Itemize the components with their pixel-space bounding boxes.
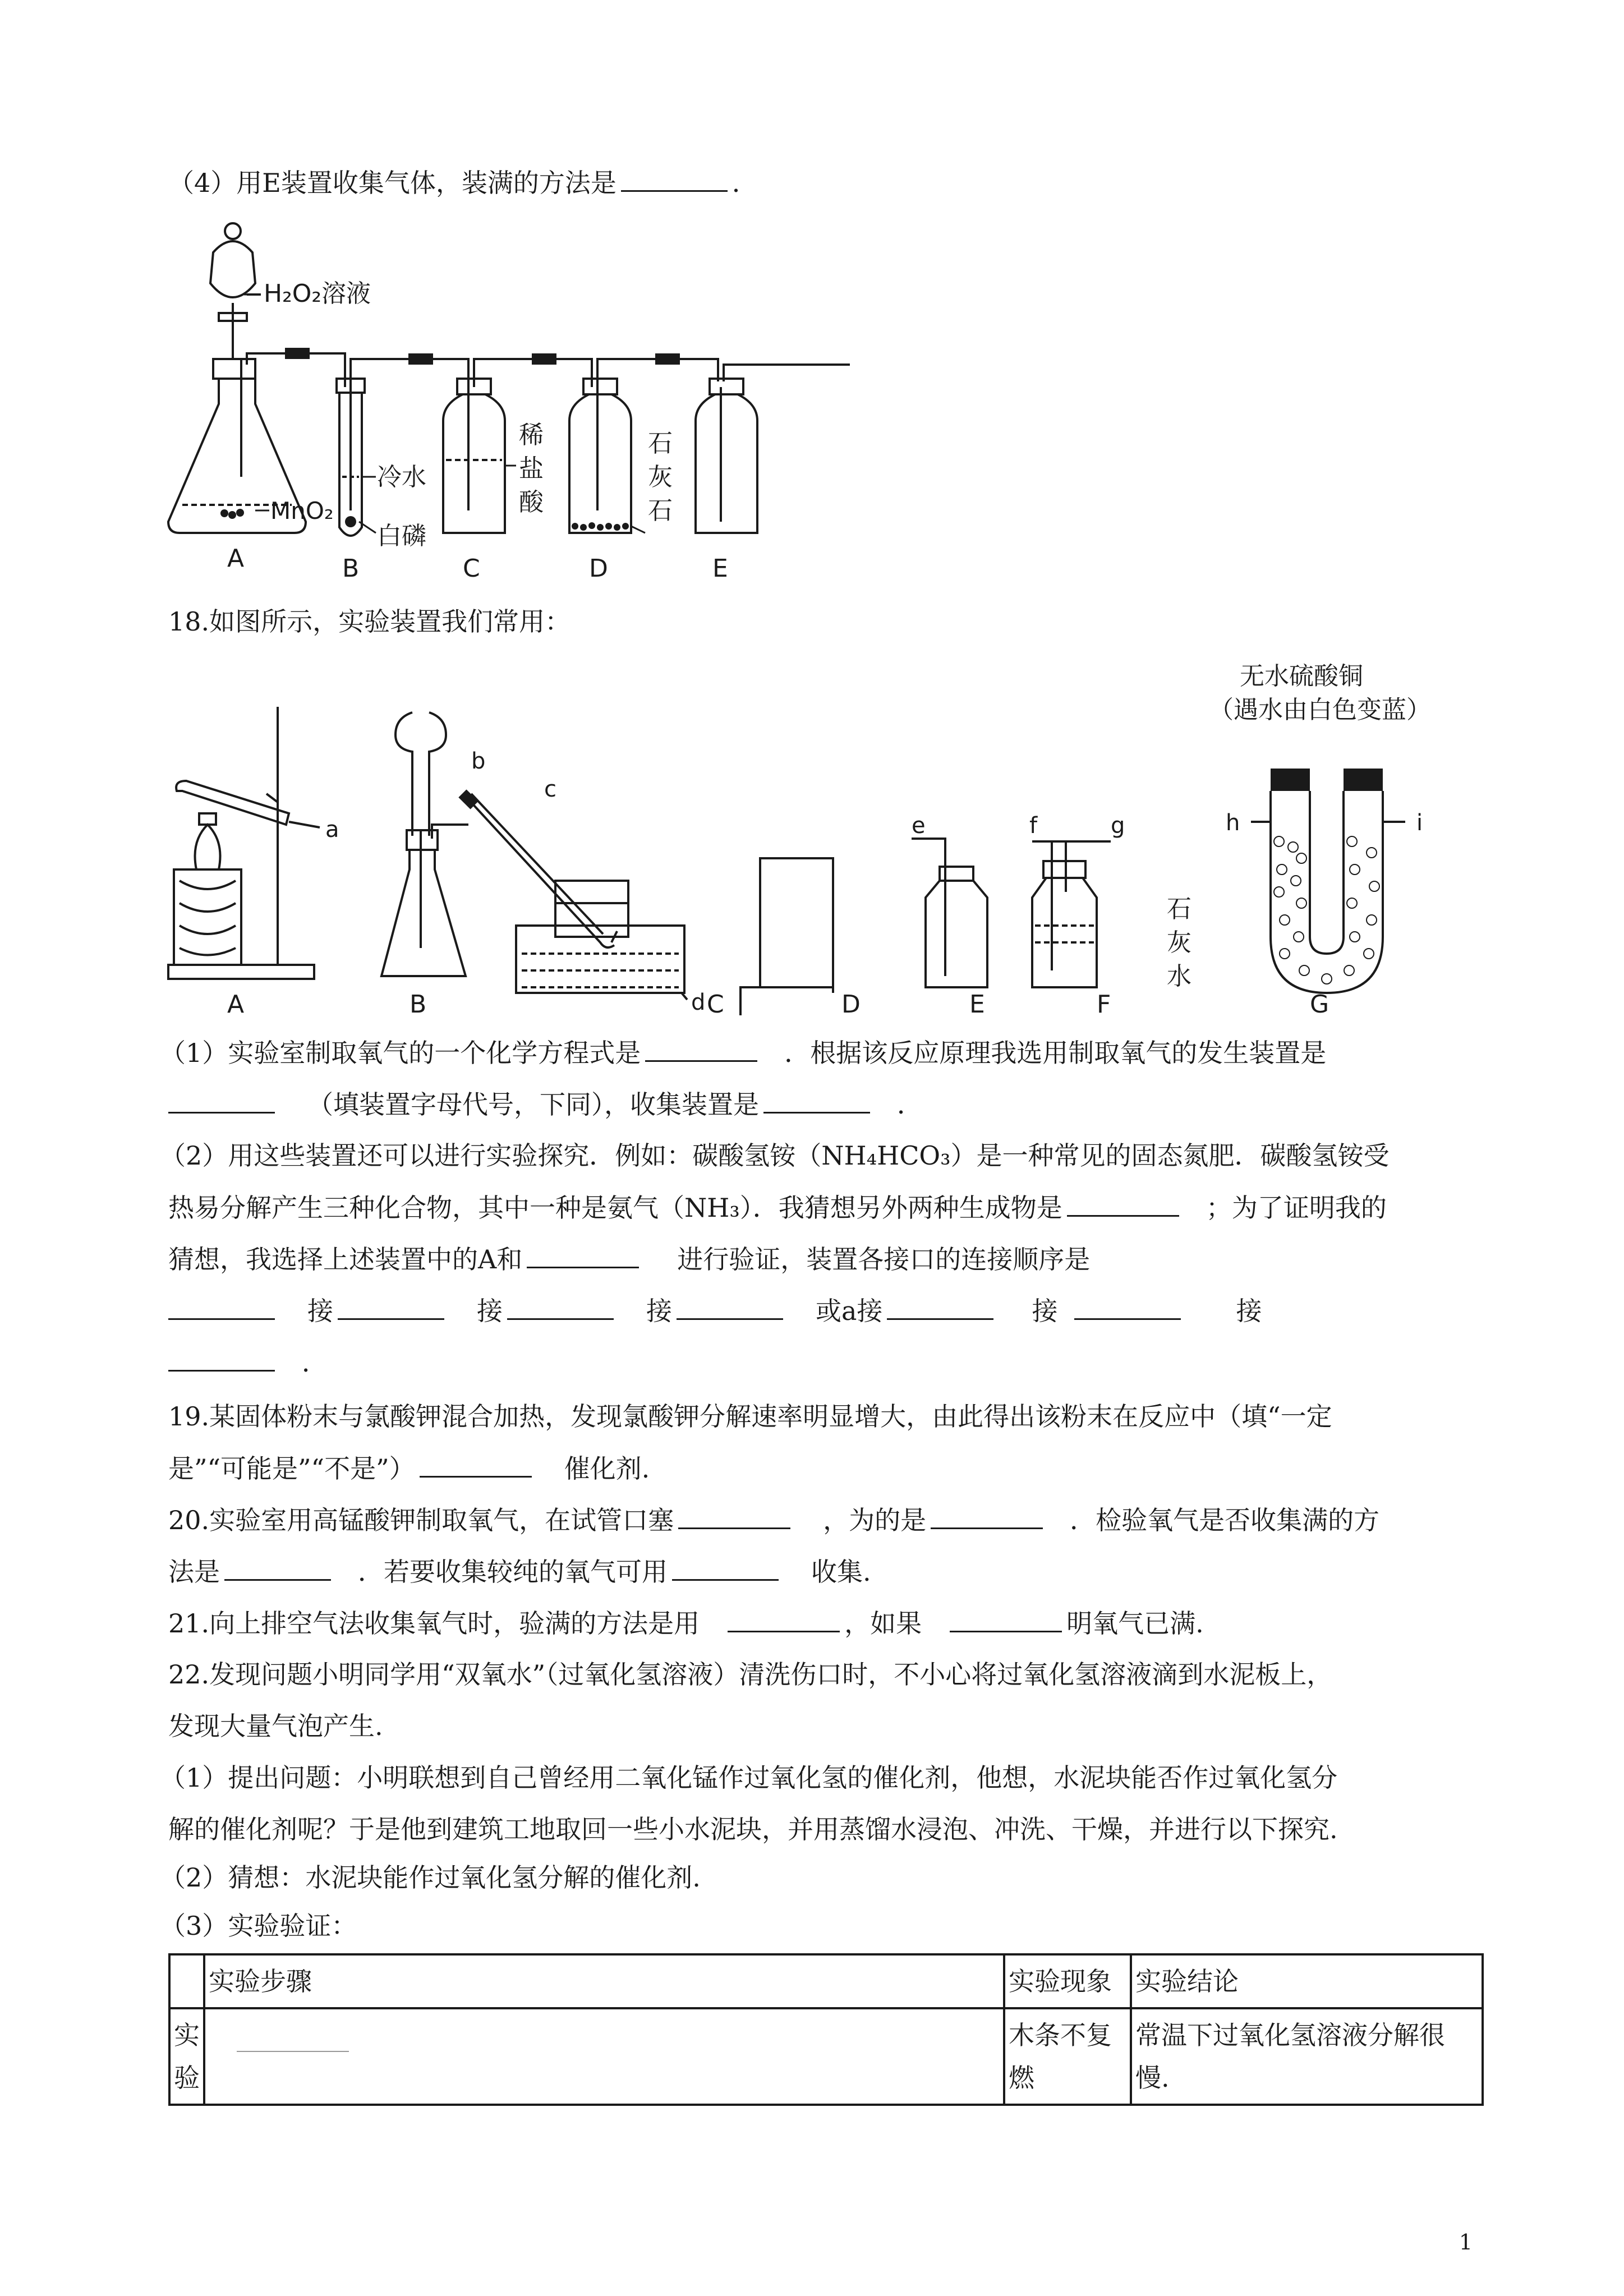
q22-line5: （2）猜想：水泥块能作过氧化氢分解的催化剂. [160,1862,701,1893]
steps-cell[interactable] [204,2008,1004,2105]
answer-blank[interactable] [420,1451,532,1478]
q22-line2: 发现大量气泡产生. [168,1711,383,1741]
svg-text:E: E [969,990,985,1019]
q22-line1: 22.发现问题小明同学用“双氧水”（过氧化氢溶液）清洗伤口时，不小心将过氧化氢溶液滴到水泥板上， [168,1659,1333,1690]
answer-blank[interactable] [168,1087,275,1114]
answer-blank[interactable] [728,1606,840,1632]
svg-text:D: D [841,990,861,1019]
svg-text:B: B [410,990,427,1019]
answer-blank[interactable] [338,1294,444,1320]
q19-line1: 19.某固体粉末与氯酸钾混合加热，发现氯酸钾分解速率明显增大，由此得出该粉末在反应中（填“一定 [168,1401,1332,1432]
q22-line3: （1）提出问题：小明联想到自己曾经用二氧化锰作过氧化氢的催化剂，他想，水泥块能否作过氧化氢分 [160,1763,1338,1793]
page-number: 1 [1459,2230,1473,2254]
svg-text:酸: 酸 [519,488,544,517]
figure-letter-d: D [589,554,608,583]
svg-text:盐: 盐 [519,454,544,483]
answer-blank[interactable] [931,1503,1043,1529]
phenomenon-cell: 木条不复燃 [1004,2008,1131,2105]
table-row [169,2008,1483,2105]
q17-part4-line: （4）用E装置收集气体，装满的方法是 ． [168,165,758,200]
figure-h2o2-apparatus [157,219,864,589]
answer-blank[interactable] [527,1242,639,1268]
q21-line: 21.向上排空气法收集氧气时，验满的方法是用 ，如果 明氧气已满. [168,1606,1204,1640]
q20-line1: 20.实验室用高锰酸钾制取氧气，在试管口塞 ，为的是 ．检验氧气是否收集满的方 [168,1503,1379,1537]
svg-text:d: d [691,990,706,1015]
figure-common-apparatus [157,656,1459,1021]
label-cold-water: 冷水 [377,463,426,491]
svg-text:石: 石 [648,496,673,525]
svg-text:h: h [1226,810,1240,836]
svg-text:g: g [1111,813,1125,839]
q18-part2-line2: 热易分解产生三种化合物，其中一种是氨气（NH₃）．我猜想另外两种生成物是 ；为了证明我的 [168,1190,1387,1225]
svg-text:e: e [912,813,926,839]
q18-part1-line1: （1）实验室制取氧气的一个化学方程式是 ．根据该反应原理我选用制取氧气的发生装置是 [160,1036,1326,1070]
svg-text:石: 石 [1167,895,1191,923]
header-phenomenon: 实验现象 [1004,1954,1131,2008]
figure-letter-a: A [227,544,245,573]
label-mno2: MnO₂ [270,497,334,524]
svg-text:b: b [471,748,486,774]
answer-blank[interactable] [672,1554,779,1581]
q18-part2-line3: 猜想，我选择上述装置中的A和 进行验证，装置各接口的连接顺序是 [168,1242,1090,1276]
svg-text:F: F [1097,990,1111,1019]
answer-blank[interactable] [645,1036,757,1062]
label-anhydrous-cuso4: 无水硫酸铜 [1240,662,1363,691]
svg-text:灰: 灰 [648,463,673,491]
q18-part2-line1: （2）用这些装置还可以进行实验探究．例如：碳酸氢铵（NH₄HCO₃）是一种常见的固态氮肥．碳酸氢铵受 [160,1140,1390,1171]
svg-text:水: 水 [1167,962,1191,991]
answer-blank[interactable] [1074,1294,1181,1320]
q18-part2-line5: ． [168,1345,328,1379]
answer-blank[interactable] [168,1294,275,1320]
svg-text:c: c [544,776,556,802]
answer-blank[interactable] [887,1294,993,1320]
answer-blank[interactable] [621,165,728,192]
svg-text:稀: 稀 [519,421,544,449]
svg-text:a: a [325,817,339,843]
svg-text:灰: 灰 [1167,928,1191,957]
answer-blank[interactable] [168,1345,275,1372]
q18-title: 18.如图所示，实验装置我们常用： [168,606,571,637]
q22-line6: （3）实验验证： [160,1911,357,1941]
svg-text:G: G [1310,990,1329,1019]
q20-line2: 法是 ．若要收集较纯的氧气可用 收集. [168,1554,871,1589]
figure-letter-b: B [342,554,360,583]
q18-part2-connection-order: 接 接 接 或a接 接 接 [168,1294,1262,1328]
experiment-table [168,1953,1484,2106]
row-label: 实验 [169,2008,204,2105]
header-conclusion: 实验结论 [1131,1954,1483,2008]
svg-text:A: A [227,990,245,1019]
q22-line4: 解的催化剂呢？于是他到建筑工地取回一些小水泥块，并用蒸馏水浸泡、冲洗、干燥，并进行以下探究. [168,1814,1338,1844]
label-white-phosphorus: 白磷 [377,522,426,550]
answer-blank[interactable] [224,1554,331,1581]
q18-part1-line2: （填装置字母代号，下同），收集装置是 ． [168,1087,923,1121]
figure-letter-c: C [463,554,480,583]
answer-blank[interactable] [1067,1190,1179,1217]
conclusion-cell: 常温下过氧化氢溶液分解很慢. [1131,2008,1483,2105]
label-turns-blue-note: （遇水由白色变蓝） [1209,696,1431,724]
svg-text:石: 石 [648,429,673,458]
answer-blank[interactable] [763,1087,870,1114]
svg-text:i: i [1416,810,1423,836]
table-header-row [169,1954,1483,2008]
q19-line2: 是”“可能是”“不是”） 催化剂. [168,1451,650,1485]
header-steps: 实验步骤 [204,1954,1004,2008]
answer-blank[interactable] [950,1606,1062,1632]
svg-text:C: C [707,990,724,1019]
answer-blank[interactable] [507,1294,614,1320]
label-h2o2: H₂O₂溶液 [264,279,371,308]
svg-text:f: f [1029,813,1038,839]
answer-blank[interactable] [237,2034,349,2052]
answer-blank[interactable] [678,1503,790,1529]
figure-letter-e: E [712,554,728,583]
answer-blank[interactable] [677,1294,783,1320]
